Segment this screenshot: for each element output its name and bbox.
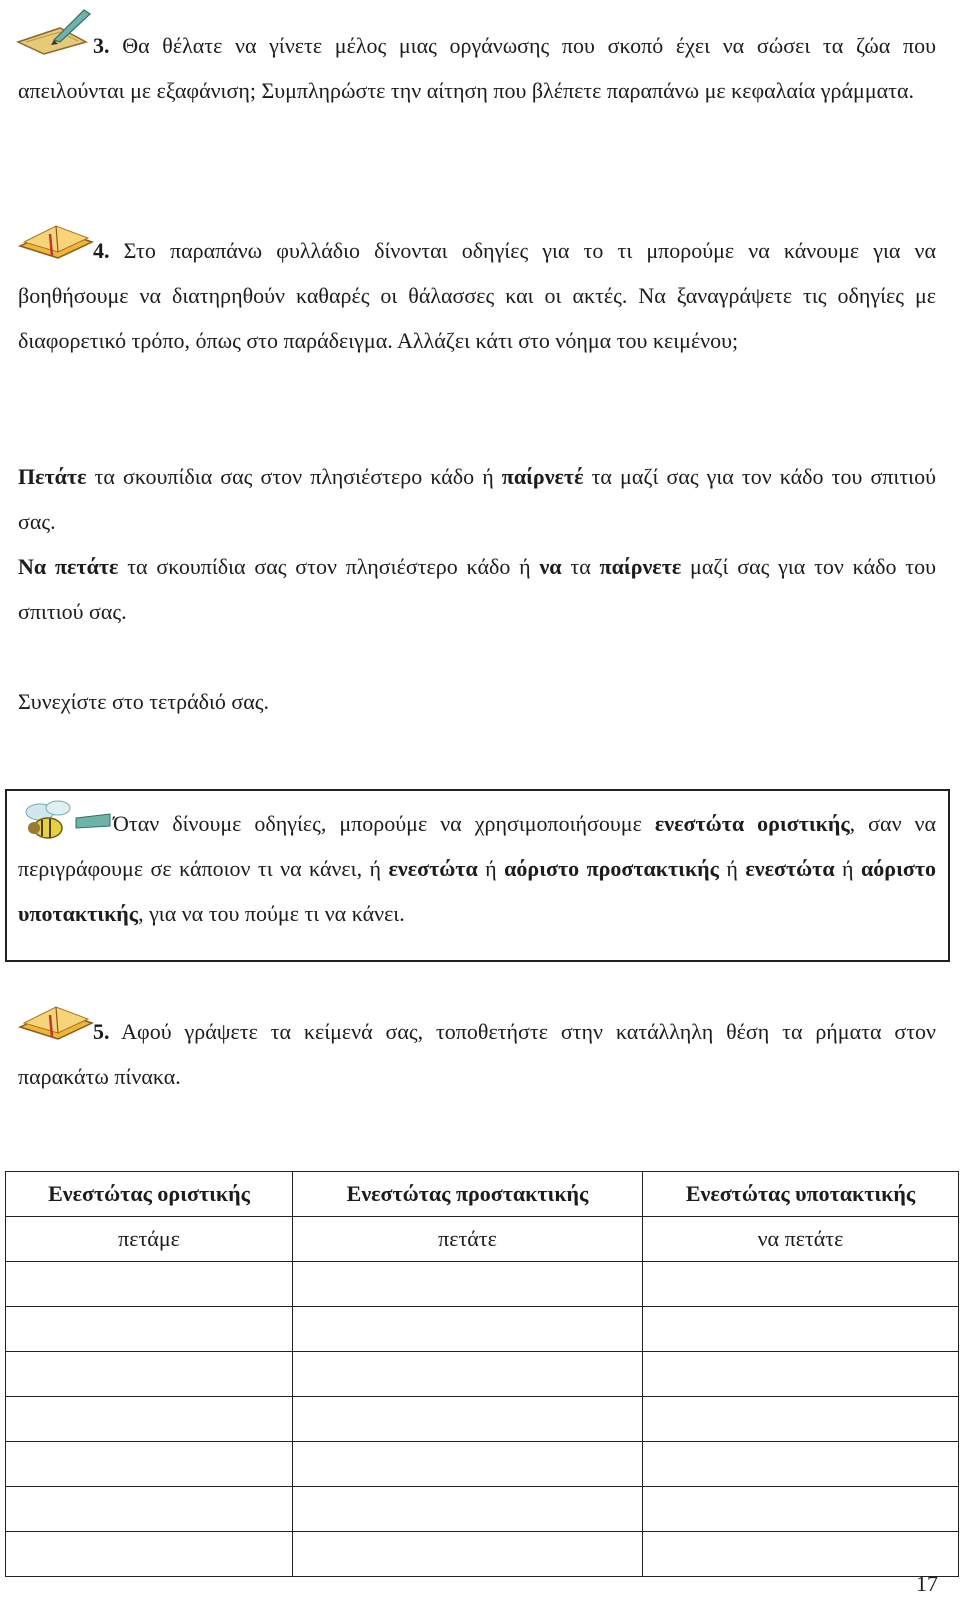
table-cell-empty[interactable] bbox=[643, 1262, 959, 1307]
note-term-2: ενεστώτα bbox=[388, 856, 478, 881]
exercise-4-number: 4. bbox=[93, 238, 110, 263]
table-cell: πετάτε bbox=[293, 1217, 643, 1262]
table-cell-empty[interactable] bbox=[293, 1307, 643, 1352]
table-header-row bbox=[6, 1172, 959, 1217]
table-cell-empty[interactable] bbox=[293, 1352, 643, 1397]
table-cell-empty[interactable] bbox=[6, 1307, 293, 1352]
exercise-4-text: Στο παραπάνω φυλλάδιο δίνονται οδηγίες για το τι μπορούμε να κάνουμε για να βοηθήσουμε να διατηρηθούν καθαρές οι θάλασσες και οι ακτές. Να ξαναγράψετε τις οδηγίες με διαφορετικό τρόπο, όπως στο παράδειγμα. Αλλάζει κάτι στο νόημα του κειμένου; bbox=[18, 238, 936, 353]
example-2-text-2: τα bbox=[561, 554, 600, 579]
example-2-verb-1: Να πετάτε bbox=[18, 554, 119, 579]
example-2-text-3: μαζί σας για τον κάδο του σπιτιού σας. bbox=[18, 554, 937, 624]
table-cell-empty[interactable] bbox=[643, 1397, 959, 1442]
table-header: Ενεστώτας υποτακτικής bbox=[643, 1172, 959, 1217]
verb-table bbox=[5, 1171, 959, 1577]
table-cell-empty[interactable] bbox=[643, 1307, 959, 1352]
table-row bbox=[6, 1532, 959, 1577]
table-cell-empty[interactable] bbox=[293, 1442, 643, 1487]
table-row bbox=[6, 1217, 959, 1262]
example-1-verb-1: Πετάτε bbox=[18, 464, 87, 489]
example-1-text-1: τα σκουπίδια σας στον πλησιέστερο κάδο ή bbox=[86, 464, 502, 489]
table-row bbox=[6, 1262, 959, 1307]
table-header: Ενεστώτας προστακτικής bbox=[293, 1172, 643, 1217]
note-text-3: ή bbox=[477, 856, 505, 881]
page-number: 17 bbox=[916, 1571, 938, 1596]
table-cell-empty[interactable] bbox=[643, 1352, 959, 1397]
table-cell-empty[interactable] bbox=[293, 1532, 643, 1577]
table-row bbox=[6, 1352, 959, 1397]
example-1-verb-2: παίρνετέ bbox=[501, 464, 584, 489]
table-cell-empty[interactable] bbox=[6, 1397, 293, 1442]
table-cell-empty[interactable] bbox=[6, 1532, 293, 1577]
note-text-5: ή bbox=[834, 856, 862, 881]
example-1-text-2: τα μαζί σας για τον κάδο του σπιτιού σας. bbox=[18, 464, 936, 534]
table-cell: να πετάτε bbox=[643, 1217, 959, 1262]
table-row bbox=[6, 1487, 959, 1532]
table-cell-empty[interactable] bbox=[6, 1487, 293, 1532]
note-term-4: ενεστώτα bbox=[745, 856, 835, 881]
grammar-note bbox=[18, 801, 936, 936]
table-row bbox=[6, 1307, 959, 1352]
exercise-5 bbox=[18, 1009, 936, 1099]
note-term-3: αόριστο προστακτικής bbox=[504, 856, 719, 881]
table-cell-empty[interactable] bbox=[643, 1442, 959, 1487]
example-sentence-2 bbox=[18, 544, 936, 634]
table-cell-empty[interactable] bbox=[6, 1262, 293, 1307]
table-cell-empty[interactable] bbox=[293, 1487, 643, 1532]
table-header: Ενεστώτας οριστικής bbox=[6, 1172, 293, 1217]
table-cell: πετάμε bbox=[6, 1217, 293, 1262]
exercise-3-number: 3. bbox=[93, 33, 110, 58]
table-row bbox=[6, 1442, 959, 1487]
table-cell-empty[interactable] bbox=[6, 1442, 293, 1487]
exercise-4 bbox=[18, 228, 936, 363]
note-text-4: ή bbox=[718, 856, 746, 881]
table-cell-empty[interactable] bbox=[6, 1352, 293, 1397]
note-text-2: , σαν να περιγράφουμε σε κάποιον τι να κάνει, ή bbox=[18, 811, 937, 881]
table-cell-empty[interactable] bbox=[293, 1262, 643, 1307]
exercise-3-text: Θα θέλατε να γίνετε μέλος μιας οργάνωσης που σκοπό έχει να σώσει τα ζώα που απειλούνται με εξαφάνιση; Συμπληρώστε την αίτηση που βλέπετε παραπάνω με κεφαλαία γράμματα. bbox=[18, 33, 936, 103]
note-text-1: Όταν δίνουμε οδηγίες, μπορούμε να χρησιμοποιήσουμε bbox=[113, 811, 655, 836]
exercise-5-number: 5. bbox=[93, 1019, 110, 1044]
example-2-particle: να bbox=[539, 554, 562, 579]
exercise-5-text: Αφού γράψετε τα κείμενά σας, τοποθετήστε στην κατάλληλη θέση τα ρήματα στον παρακάτω πίνακα. bbox=[18, 1019, 937, 1089]
exercise-3 bbox=[18, 23, 936, 113]
note-term-5: αόριστο υποτακτικής bbox=[18, 856, 936, 926]
note-term-1: ενεστώτα οριστικής bbox=[654, 811, 850, 836]
table-cell-empty[interactable] bbox=[643, 1532, 959, 1577]
example-2-text-1: τα σκουπίδια σας στον πλησιέστερο κάδο ή bbox=[118, 554, 540, 579]
example-sentence-1 bbox=[18, 454, 936, 544]
table-cell-empty[interactable] bbox=[643, 1487, 959, 1532]
note-text-6: , για να του πούμε τι να κάνει. bbox=[138, 901, 405, 926]
continue-instruction: Συνεχίστε στο τετράδιό σας. bbox=[18, 689, 270, 714]
table-row bbox=[6, 1397, 959, 1442]
table-cell-empty[interactable] bbox=[293, 1397, 643, 1442]
example-2-verb-2: παίρνετε bbox=[599, 554, 682, 579]
